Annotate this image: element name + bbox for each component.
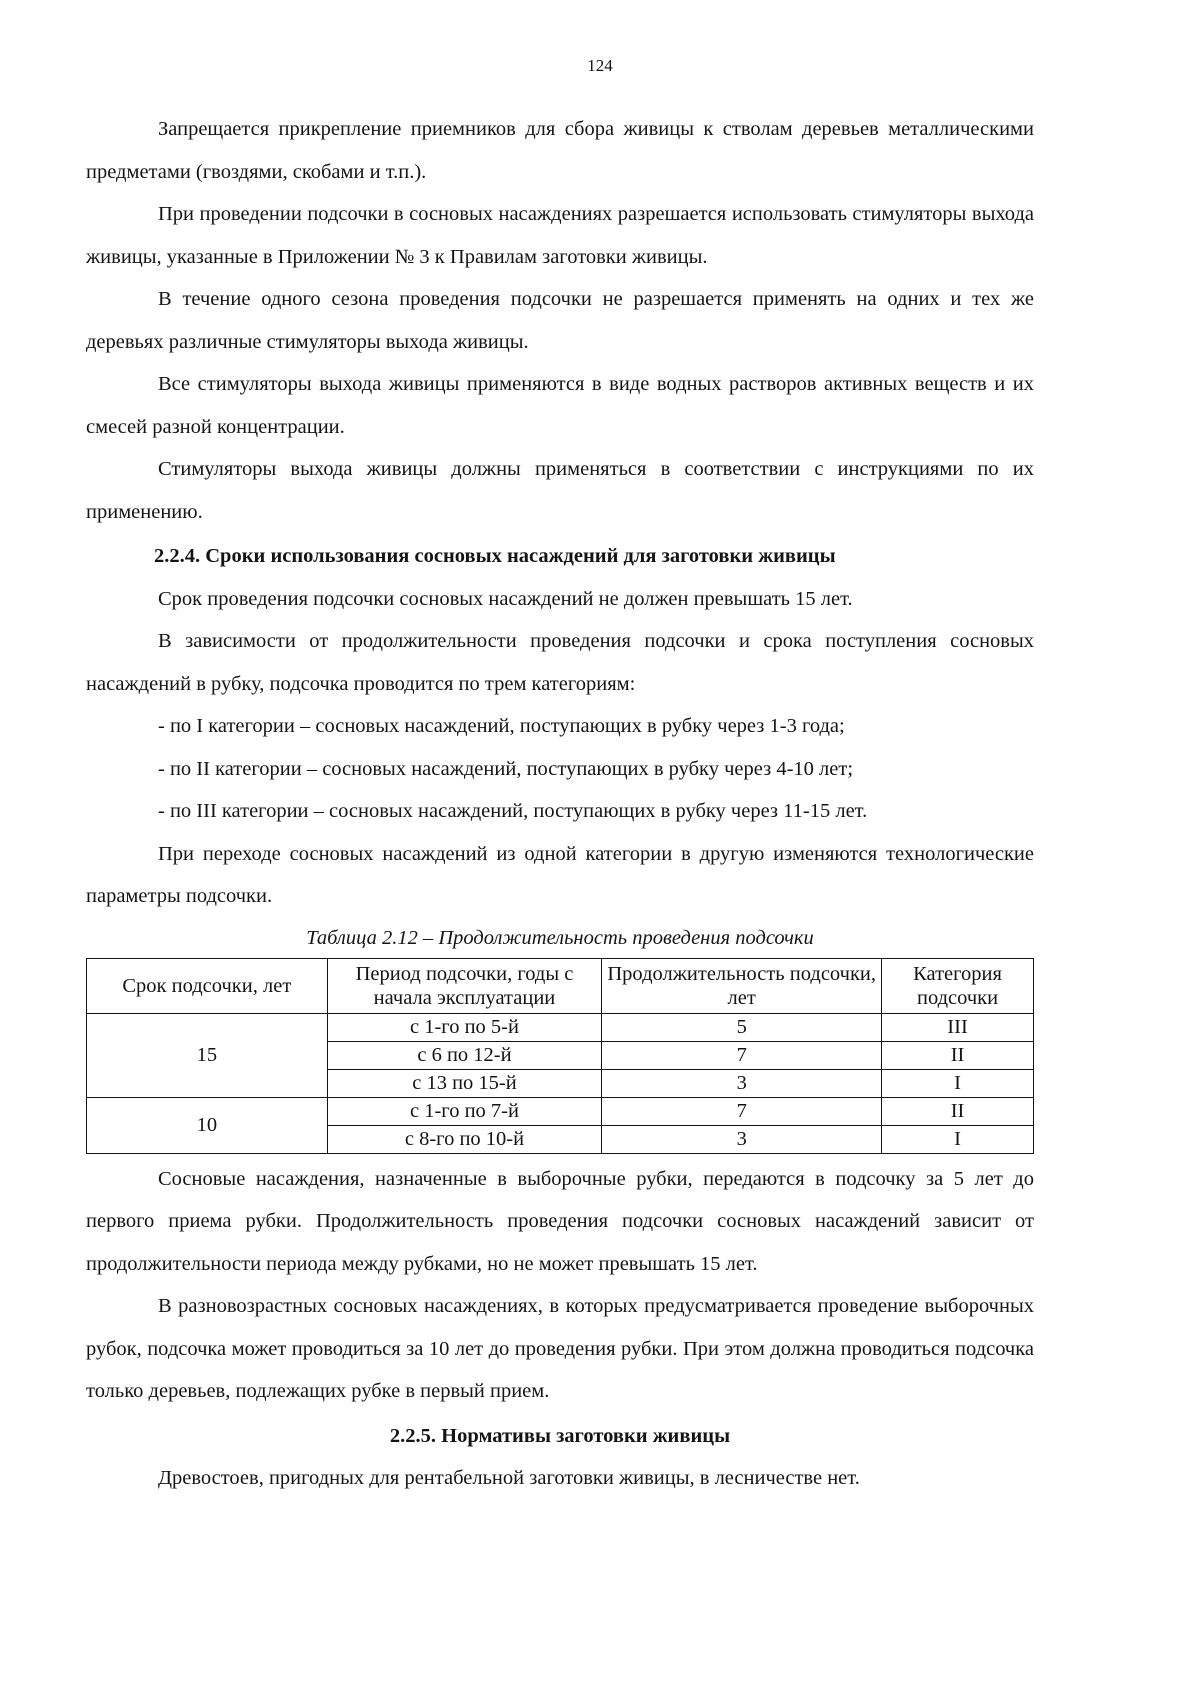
- paragraph: В зависимости от продолжительности проведения подсочки и срока поступления сосновых насаждений в рубку, подсочка проводится по трем категориям:: [86, 630, 1034, 695]
- list-item: - по I категории – сосновых насаждений, поступающих в рубку через 1-3 года;: [158, 715, 845, 737]
- header-period: Период подсочки, годы с начала эксплуатации: [327, 958, 602, 1013]
- period-cell: с 1-го по 7-й: [327, 1097, 602, 1125]
- table-caption: Таблица 2.12 – Продолжительность проведения подсочки: [306, 926, 814, 949]
- paragraph: Срок проведения подсочки сосновых насаждений не должен превышать 15 лет.: [158, 587, 853, 610]
- category-cell: II: [882, 1097, 1034, 1125]
- duration-cell: 5: [602, 1013, 882, 1041]
- paragraph: Сосновые насаждения, назначенные в выборочные рубки, передаются в подсочку за 5 лет до первого приема рубки. Продолжительность проведения подсочки сосновых насаждений зависит от продолжительности периода между рубками, но не может превышать 15 лет.: [86, 1167, 1034, 1275]
- table-row: [87, 1013, 1034, 1041]
- list-item: - по II категории – сосновых насаждений, поступающих в рубку через 4-10 лет;: [158, 757, 854, 780]
- period-cell: с 6 по 12-й: [327, 1041, 602, 1069]
- header-duration: Продолжительность подсочки, лет: [602, 958, 882, 1013]
- document-body: [86, 108, 1034, 1500]
- paragraph: Все стимуляторы выхода живицы применяются в виде водных растворов активных веществ и их смесей разной концентрации.: [86, 373, 1034, 438]
- category-cell: III: [882, 1013, 1034, 1041]
- table-header-row: [87, 958, 1034, 1013]
- period-cell: с 13 по 15-й: [327, 1069, 602, 1097]
- paragraph: Стимуляторы выхода живицы должны применяться в соответствии с инструкциями по их применению.: [86, 458, 1034, 523]
- page-number: 124: [587, 56, 613, 75]
- paragraph: Запрещается прикрепление приемников для сбора живицы к стволам деревьев металлическими предметами (гвоздями, скобами и т.п.).: [86, 118, 1034, 183]
- paragraph: Древостоев, пригодных для рентабельной заготовки живицы, в лесничестве нет.: [158, 1467, 860, 1489]
- header-term: Срок подсочки, лет: [87, 958, 328, 1013]
- duration-cell: 7: [602, 1041, 882, 1069]
- duration-cell: 7: [602, 1097, 882, 1125]
- category-cell: II: [882, 1041, 1034, 1069]
- paragraph: В течение одного сезона проведения подсочки не разрешается применять на одних и тех же деревьях различные стимуляторы выхода живицы.: [86, 288, 1034, 353]
- section-heading-2-2-4: 2.2.4. Сроки использования сосновых насаждений для заготовки живицы: [154, 545, 836, 567]
- paragraph: При проведении подсочки в сосновых насаждениях разрешается использовать стимуляторы выхода живицы, указанные в Приложении № 3 к Правилам заготовки живицы.: [86, 203, 1034, 268]
- list-item: - по III категории – сосновых насаждений, поступающих в рубку через 11-15 лет.: [158, 800, 868, 822]
- category-cell: I: [882, 1069, 1034, 1097]
- duration-cell: 3: [602, 1125, 882, 1153]
- duration-cell: 3: [602, 1069, 882, 1097]
- subtapping-duration-table: [86, 958, 1034, 1154]
- category-cell: I: [882, 1125, 1034, 1153]
- paragraph: В разновозрастных сосновых насаждениях, в которых предусматривается проведение выборочных рубок, подсочка может проводиться за 10 лет до проведения рубки. При этом должна проводиться подсочка только деревьев, подлежащих рубке в первый прием.: [86, 1295, 1034, 1402]
- period-cell: с 1-го по 5-й: [327, 1013, 602, 1041]
- period-cell: с 8-го по 10-й: [327, 1125, 602, 1153]
- header-category: Категория подсочки: [882, 958, 1034, 1013]
- term-cell: 15: [87, 1013, 328, 1097]
- term-cell: 10: [87, 1097, 328, 1153]
- paragraph: При переходе сосновых насаждений из одной категории в другую изменяются технологические параметры подсочки.: [86, 842, 1034, 907]
- table-row: [87, 1097, 1034, 1125]
- section-heading-2-2-5: 2.2.5. Нормативы заготовки живицы: [389, 1424, 731, 1447]
